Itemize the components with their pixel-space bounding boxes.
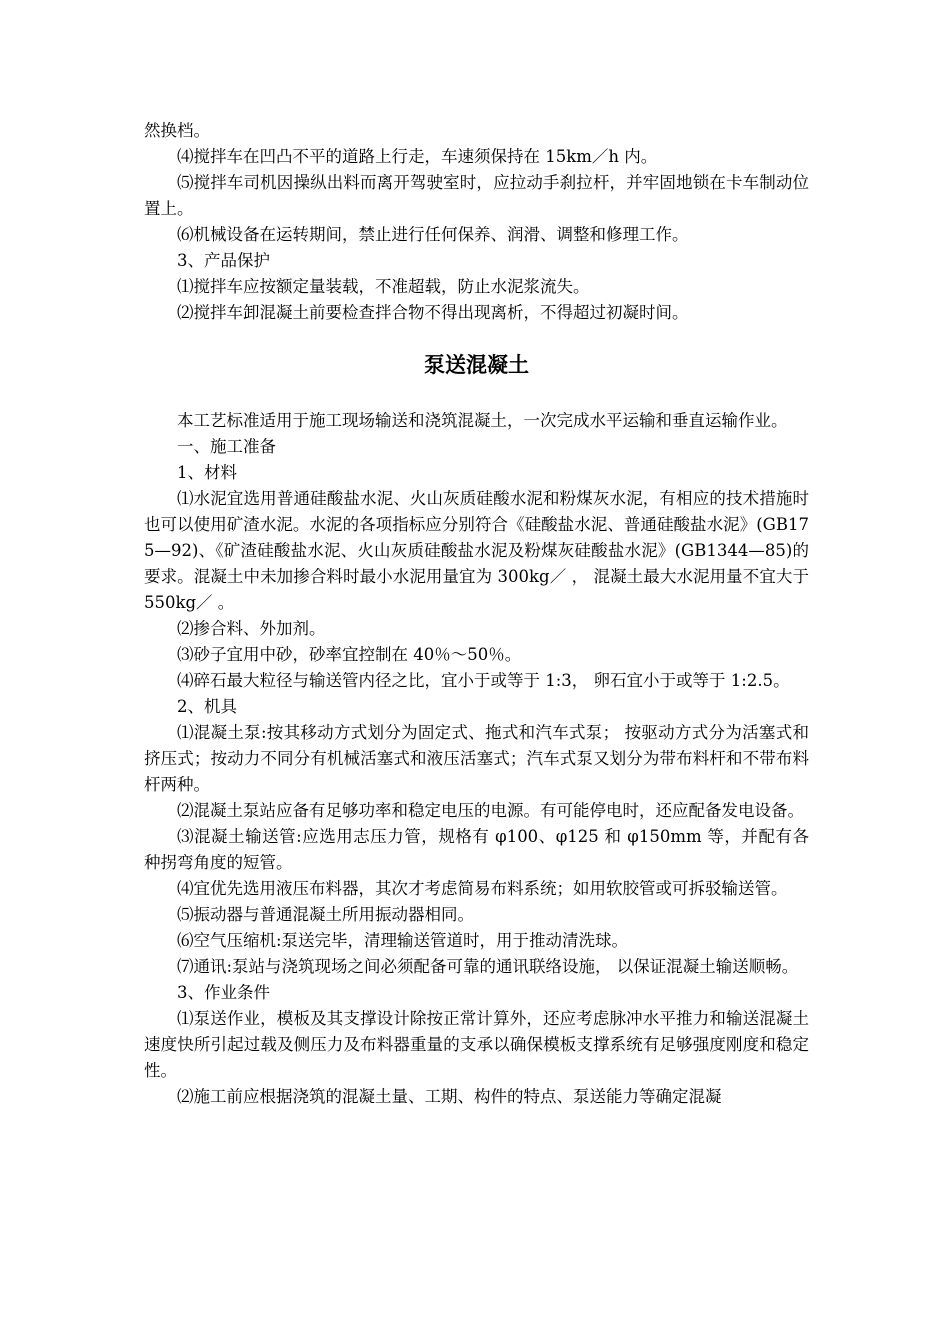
paragraph: ⑸搅拌车司机因操纵出料而离开驾驶室时，应拉动手刹拉杆，并牢固地锁在卡车制动位置上。 — [144, 173, 809, 218]
paragraph: ⑴混凝土泵:按其移动方式划分为固定式、拖式和汽车式泵； 按驱动方式分为活塞式和挤压式；按动力不同分有机械活塞式和液压活塞式；汽车式泵又划分为带布料杆和不带布料杆两种。 — [144, 723, 809, 794]
paragraph: ⑵施工前应根据浇筑的混凝土量、工期、构件的特点、泵送能力等确定混凝 — [177, 1087, 722, 1106]
section-title: 泵送混凝土 — [424, 353, 529, 377]
paragraph: 然换档。 — [144, 121, 210, 140]
paragraph: ⑷碎石最大粒径与输送管内径之比，宜小于或等于 1:3， 卵石宜小于或等于 1:2.5。 — [177, 671, 790, 690]
top-section — [144, 118, 809, 326]
paragraph: ⑵搅拌车卸混凝土前要检查拌合物不得出现离析，不得超过初凝时间。 — [177, 303, 689, 322]
paragraph: ⑸振动器与普通混凝土所用振动器相同。 — [177, 905, 474, 924]
subheading: 3、作业条件 — [177, 983, 270, 1002]
paragraph: ⑷搅拌车在凹凸不平的道路上行走，车速须保持在 15km／h 内。 — [177, 147, 658, 166]
paragraph: ⑴搅拌车应按额定量装载，不准超载，防止水泥浆流失。 — [177, 277, 590, 296]
paragraph: ⑵混凝土泵站应备有足够功率和稳定电压的电源。有可能停电时，还应配备发电设备。 — [177, 801, 804, 820]
paragraph: ⑹机械设备在运转期间，禁止进行任何保养、润滑、调整和修理工作。 — [177, 225, 689, 244]
paragraph: ⑵掺合料、外加剂。 — [177, 619, 326, 638]
main-section — [144, 408, 809, 1110]
paragraph: ⑹空气压缩机:泵送完毕，清理输送管道时，用于推动清洗球。 — [177, 931, 629, 950]
subheading: 2、机具 — [177, 697, 237, 716]
paragraph: ⑴水泥宜选用普通硅酸盐水泥、火山灰质硅酸水泥和粉煤灰水泥，有相应的技术措施时也可以使用矿渣水泥。水泥的各项指标应分别符合《硅酸盐水泥、普通硅酸盐水泥》(GB175—92)、《矿渣硅酸盐水泥、火山灰质硅酸盐水泥及粉煤灰硅酸盐水泥》(GB1344—85)的要求。混凝土中未加掺合料时最小水泥用量宜为 300kg／ ， 混凝土最大水泥用量不宜大于 550kg／ 。 — [144, 489, 809, 612]
subheading: 3、产品保护 — [177, 251, 270, 270]
document-page — [144, 118, 809, 1110]
paragraph: ⑶混凝土输送管:应选用志压力管，规格有 φ100、φ125 和 φ150mm 等，并配有各种拐弯角度的短管。 — [144, 827, 809, 872]
paragraph: ⑴泵送作业，模板及其支撑设计除按正常计算外，还应考虑脉冲水平推力和输送混凝土速度快所引起过载及侧压力及布料器重量的支承以确保模板支撑系统有足够强度刚度和稳定性。 — [144, 1009, 809, 1080]
paragraph: ⑺通讯:泵站与浇筑现场之间必须配备可靠的通讯联络设施， 以保证混凝土输送顺畅。 — [177, 957, 799, 976]
heading: 一、施工准备 — [177, 437, 276, 456]
paragraph: ⑷宜优先选用液压布料器，其次才考虑简易布料系统；如用软胶管或可拆驳输送管。 — [177, 879, 788, 898]
subheading: 1、材料 — [177, 463, 237, 482]
paragraph: 本工艺标准适用于施工现场输送和浇筑混凝土，一次完成水平运输和垂直运输作业。 — [177, 411, 788, 430]
paragraph: ⑶砂子宜用中砂，砂率宜控制在 40％～50％。 — [177, 645, 522, 664]
